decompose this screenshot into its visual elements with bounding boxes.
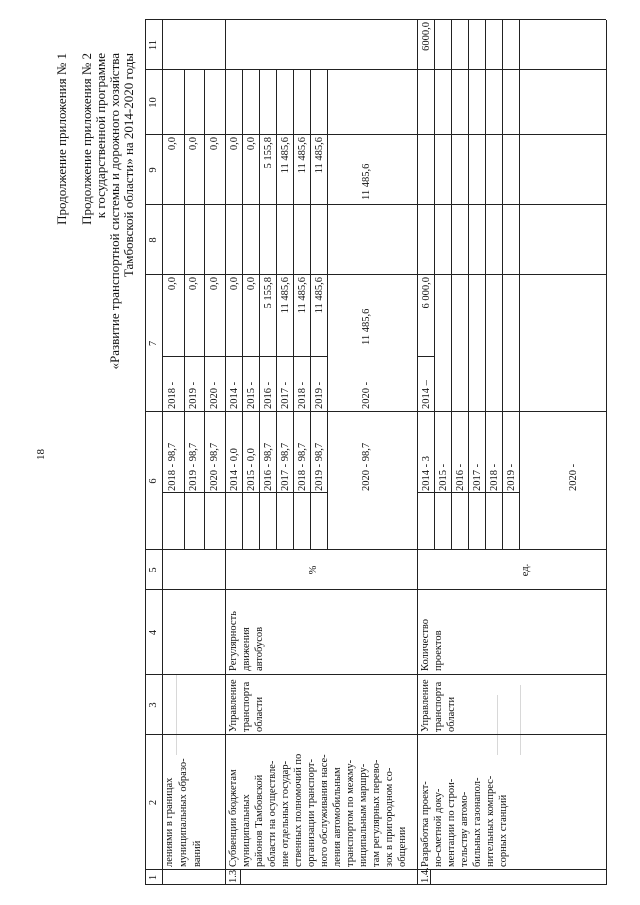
- finance-year: 2014 –: [421, 380, 432, 409]
- col-header-4: 4: [148, 629, 159, 636]
- finance-col9: 5 155,8: [263, 137, 274, 169]
- target-year-value: 2014 - 3: [421, 456, 432, 491]
- target-year-value: 2018 - 98,7: [297, 442, 308, 491]
- target-year-value: 2020 - 98,7: [361, 442, 372, 491]
- row-continued-name-line: лениями в границах: [164, 777, 175, 867]
- page-number: 18: [35, 449, 47, 460]
- row-1-3-name-line: ние отдельных государ-: [280, 760, 291, 867]
- finance-total: 11 485,6: [361, 308, 372, 345]
- finance-total: 0,0: [246, 277, 257, 291]
- finance-col9: 0,0: [167, 137, 178, 151]
- row-continued-name-line: муниципальных образо-: [178, 758, 189, 867]
- finance-year: 2019 -: [188, 381, 199, 409]
- row-1-3-name-line: организации транспорт-: [306, 759, 317, 867]
- row-continued-name-line: ваний: [192, 840, 203, 867]
- finance-year: 2018 -: [297, 381, 308, 409]
- appendix-header-3: к государственной программе: [93, 53, 108, 219]
- row-1-3-name-line: зок в пригородном со-: [384, 767, 395, 867]
- finance-total: 11 485,6: [297, 277, 308, 314]
- finance-col11: 6000,0: [421, 22, 432, 51]
- target-year-value: 2017 - 98,7: [280, 442, 291, 491]
- row-1-3-name-line: области на осуществле-: [267, 760, 278, 867]
- finance-year: 2020 -: [209, 381, 220, 409]
- indicator-line: автобусов: [254, 626, 265, 671]
- target-year-value: 2015 - 0,0: [246, 448, 257, 491]
- finance-year: 2016 -: [263, 381, 274, 409]
- finance-total: 0,0: [229, 277, 240, 291]
- finance-col9: 11 485,6: [280, 137, 291, 174]
- finance-total: 11 485,6: [280, 277, 291, 314]
- indicator-line: Количество: [420, 618, 431, 671]
- executor-line: транспорта: [433, 681, 444, 732]
- target-year-value: 2019 -: [506, 463, 517, 491]
- executor-line: Управление: [420, 679, 431, 732]
- indicator-line: Регулярность: [228, 611, 239, 671]
- row-1-3-name-line: ного обслуживания насе-: [319, 754, 330, 867]
- finance-total: 6 000,0: [421, 277, 432, 309]
- row-1-3-name-line: муниципальных: [241, 794, 252, 867]
- col-header-11: 11: [148, 39, 159, 51]
- appendix-header-4: «Развитие транспортной системы и дорожного хозяйства: [107, 53, 122, 370]
- finance-year: 2015 -: [246, 381, 257, 409]
- target-year-value: 2015 -: [438, 463, 449, 491]
- row-1-3-name-line: Субвенции бюджетам: [228, 769, 239, 867]
- finance-year: 2020 -: [361, 381, 372, 409]
- finance-total: 0,0: [188, 277, 199, 291]
- finance-col9: 11 485,6: [314, 137, 325, 174]
- row-1-3-name-line: транспортом по межму-: [345, 759, 356, 867]
- finance-year: 2019 -: [314, 381, 325, 409]
- indicator-line: проектов: [433, 630, 444, 671]
- finance-year: 2018 -: [167, 381, 178, 409]
- target-year-value: 2020 - 98,7: [209, 442, 220, 491]
- appendix-header-5: Тамбовской области» на 2014-2020 годы: [121, 53, 136, 278]
- finance-col9: 11 485,6: [297, 137, 308, 174]
- unit-items: ед.: [520, 563, 531, 577]
- finance-total: 11 485,6: [314, 277, 325, 314]
- executor-line: Управление: [228, 679, 239, 732]
- indicator-line: движения: [241, 627, 252, 671]
- row-1-3-name-line: ственных полномочий по: [293, 753, 304, 867]
- target-year-value: 2017 -: [472, 463, 483, 491]
- executor-line: транспорта: [241, 681, 252, 732]
- target-year-value: 2016 - 98,7: [263, 442, 274, 491]
- row-1-3-name-line: ления автомобильным: [332, 767, 343, 867]
- row-1-3-name-line: там регулярных перево-: [371, 759, 382, 867]
- row-1-4-name-line: сорных станций: [498, 794, 509, 867]
- appendix-header-2: Продолжение приложения № 2: [79, 53, 94, 225]
- col-header-1: 1: [148, 874, 159, 881]
- appendix-header-1: Продолжение приложения № 1: [54, 53, 69, 225]
- executor-line: области: [254, 696, 265, 732]
- target-year-value: 2019 - 98,7: [188, 442, 199, 491]
- target-year-value: 2018 - 98,7: [167, 442, 178, 491]
- finance-total: 0,0: [209, 277, 220, 291]
- row-number: 1.3: [228, 869, 239, 883]
- row-1-4-name-line: но-сметной доку-: [433, 788, 444, 867]
- executor-line: области: [446, 696, 457, 732]
- col-header-2: 2: [148, 799, 159, 806]
- finance-col9: 0,0: [209, 137, 220, 151]
- target-year-value: 2019 - 98,7: [314, 442, 325, 491]
- finance-total: 0,0: [167, 277, 178, 291]
- finance-col9: 11 485,6: [361, 163, 372, 200]
- row-number: 1.4.: [420, 867, 431, 883]
- finance-col9: 0,0: [246, 137, 257, 151]
- target-year-value: 2014 - 0,0: [229, 448, 240, 491]
- row-1-4-name-line: Разработка проект-: [420, 781, 431, 867]
- target-year-value: 2020 -: [568, 463, 579, 491]
- col-header-5: 5: [148, 567, 159, 573]
- finance-total: 5 155,8: [263, 277, 274, 309]
- row-1-4-name-line: нительных компрес-: [485, 775, 496, 867]
- col-header-9: 9: [148, 167, 159, 173]
- row-1-3-name-line: ниципальным маршру-: [358, 763, 369, 867]
- row-1-4-name-line: тельству автомо-: [459, 791, 470, 867]
- row-1-3-name-line: общении: [397, 826, 408, 867]
- finance-col9: 0,0: [229, 137, 240, 151]
- row-1-4-name-line: бильных газонапол-: [472, 777, 483, 867]
- row-1-3-name-line: районов Тамбовской: [254, 774, 265, 867]
- finance-year: 2017 -: [280, 381, 291, 409]
- target-year-value: 2018 -: [489, 463, 500, 491]
- unit-percent: %: [308, 565, 319, 575]
- row-1-4-name-line: ментации по строи-: [446, 778, 457, 867]
- col-header-3: 3: [148, 702, 159, 708]
- finance-col9: 0,0: [188, 137, 199, 151]
- col-header-8: 8: [148, 237, 159, 243]
- target-year-value: 2016 -: [455, 463, 466, 491]
- col-header-10: 10: [148, 97, 159, 108]
- col-header-7: 7: [148, 340, 159, 347]
- col-header-6: 6: [148, 478, 159, 484]
- finance-year: 2014 -: [229, 381, 240, 409]
